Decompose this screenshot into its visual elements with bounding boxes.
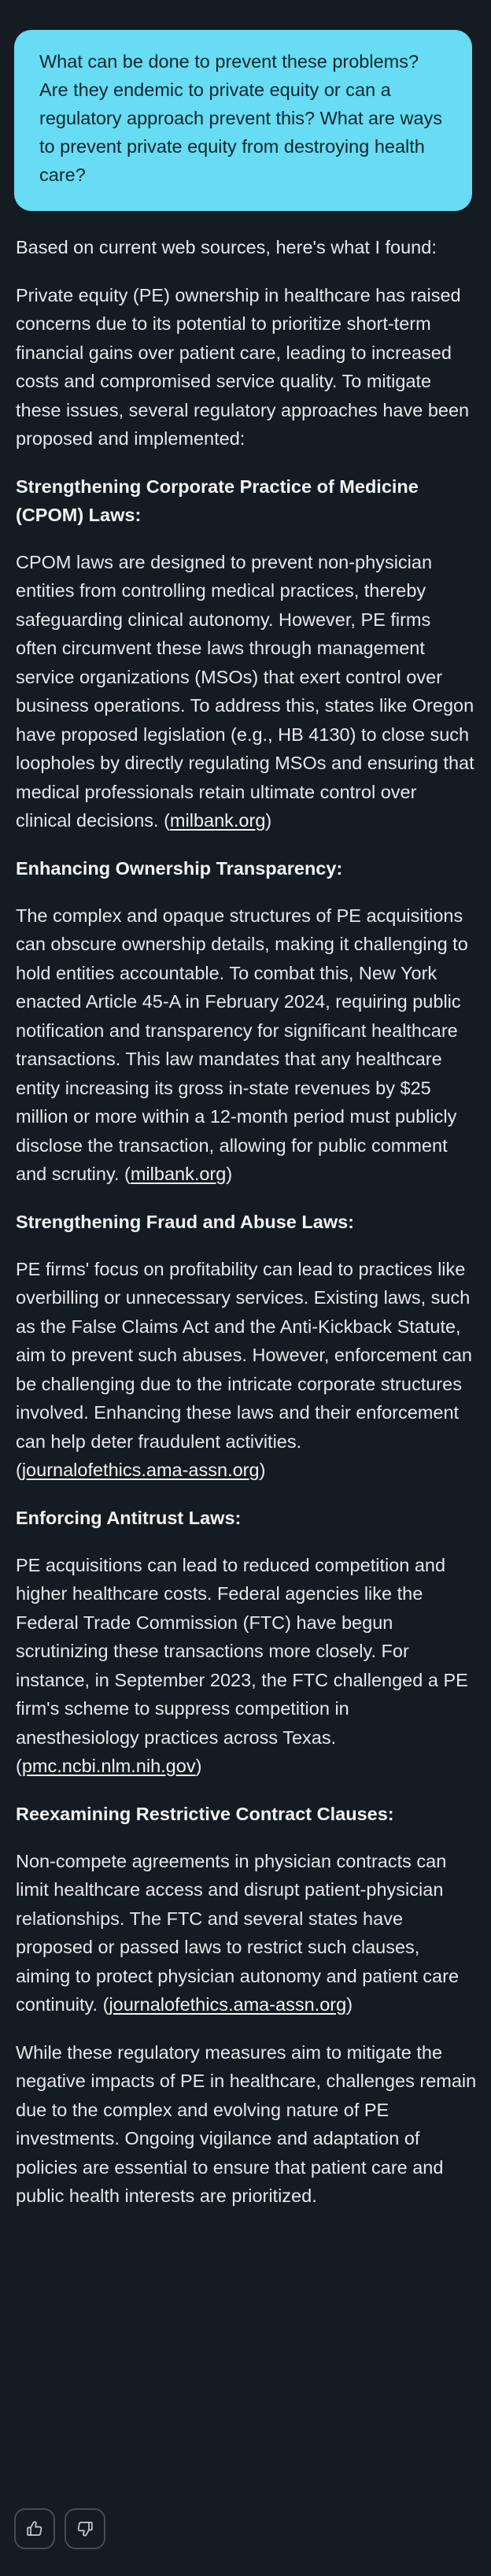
citation-paren: ( [119,1164,131,1184]
section-heading-cpom: Strengthening Corporate Practice of Medicine (CPOM) Laws: [16,476,419,525]
section-heading-fraud: Strengthening Fraud and Abuse Laws: [16,1211,354,1232]
section-body-antitrust [16,1551,477,1781]
citation-paren: ( [98,1994,109,2015]
section-body-transparency [16,901,477,1189]
citation-link[interactable]: milbank.org [169,810,266,831]
feedback-bar [14,2508,105,2549]
answer-overview: Private equity (PE) ownership in healthcare has raised concerns due to its potential to prioritize short-term financial gains over patient care, leading to increased costs and compromised service quality. To mitigate these issues, several regulatory approaches have been proposed and implemented: [16,284,470,449]
thumbs-up-icon [25,2519,44,2538]
section-text: PE acquisitions can lead to reduced competition and higher healthcare costs. Federal agencies like the Federal Trade Commission (FTC) have begun scrutinizing these transactions more closely. For instance, in September 2023, the FTC challenged a PE firm's scheme to suppress competition in anesthesiology practices across Texas. [16,1554,468,1748]
user-message-text: What can be done to prevent these problems? Are they endemic to private equity or can a regulatory approach prevent this? What are ways to prevent private equity from destroying health care? [39,51,443,185]
citation-link[interactable]: milbank.org [130,1164,227,1184]
section-heading-contracts: Reexamining Restrictive Contract Clauses: [16,1803,394,1824]
section-body-cpom [16,548,477,835]
citation-paren: ) [346,1994,353,2015]
citation-paren: ) [259,1460,266,1480]
section-text: CPOM laws are designed to prevent non-physician entities from controlling medical practices, thereby safeguarding clinical autonomy. However, PE firms often circumvent these laws through management service organizations (MSOs) that exert control over business operations. To address this, states like Oregon have proposed legislation (e.g., HB 4130) to close such loopholes by directly regulating MSOs and ensuring that medical professionals retain ultimate control over clinical decisions. [16,551,474,831]
citation-link[interactable]: journalofethics.ama-assn.org [109,1994,347,2015]
user-message-bubble [14,30,472,211]
citation-link[interactable]: journalofethics.ama-assn.org [21,1460,260,1480]
section-text: PE firms' focus on profitability can lead to practices like overbilling or unnecessary services. Existing laws, such as the False Claims Act and the Anti-Kickback Statute, aim to prevent such abuses. However, enforcement can be challenging due to the intricate corporate structures involved. Enhancing these laws and their enforcement can help deter fraudulent activities. [16,1258,472,1452]
section-heading-transparency: Enhancing Ownership Transparency: [16,857,343,879]
citation-paren: ) [195,1756,202,1776]
section-text: Non-compete agreements in physician contracts can limit healthcare access and disrupt patient-physician relationships. The FTC and several states have proposed or passed laws to restrict such clauses, aiming to protect physician autonomy and patient care continuity. [16,1850,460,2015]
section-text: The complex and opaque structures of PE acquisitions can obscure ownership details, making it challenging to hold entities accountable. To combat this, New York enacted Article 45-A in February 2024, requiring public notification and transparency for significant healthcare transactions. This law mandates that any healthcare entity increasing its gross in-state revenues by $25 million or more within a 12-month period must publicly disclose the transaction, allowing for public comment and scrutiny. [16,905,468,1184]
answer-intro: Based on current web sources, here's what I found: [16,237,437,257]
citation-link[interactable]: pmc.ncbi.nlm.nih.gov [21,1756,196,1776]
citation-paren: ) [265,810,272,831]
assistant-answer [14,233,477,2211]
answer-conclusion: While these regulatory measures aim to mitigate the negative impacts of PE in healthcare, challenges remain due to the complex and evolving nature of PE investments. Ongoing vigilance and adaptation of policies are essential to ensure that patient care and public health interests are prioritized. [16,2041,477,2206]
thumbs-down-icon [76,2519,94,2538]
citation-paren: ( [16,1756,22,1776]
thumbs-down-button[interactable] [65,2508,105,2549]
section-body-fraud [16,1255,477,1485]
section-heading-antitrust: Enforcing Antitrust Laws: [16,1507,242,1528]
section-body-contracts [16,1847,477,2019]
citation-paren: ( [16,1460,22,1480]
citation-paren: ( [158,810,170,831]
thumbs-up-button[interactable] [14,2508,55,2549]
citation-paren: ) [226,1164,233,1184]
